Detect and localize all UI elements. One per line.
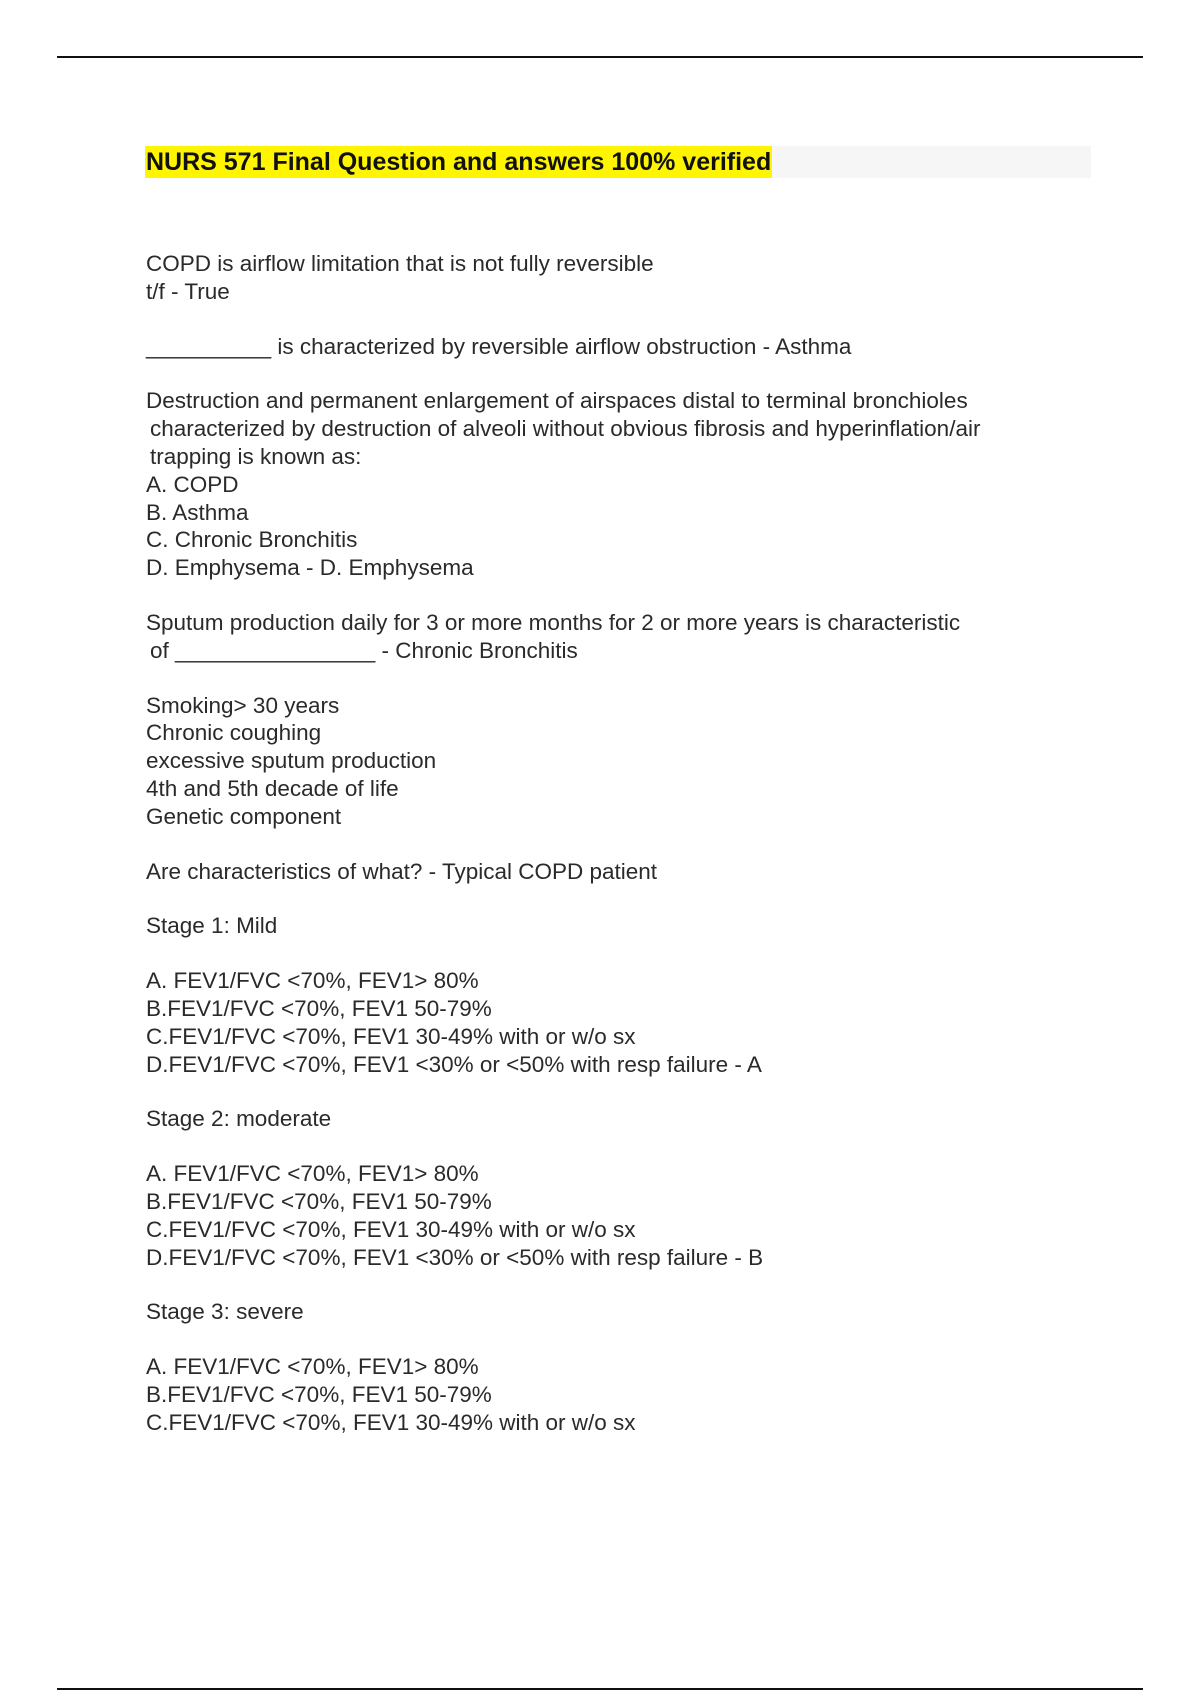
list-item: Smoking> 30 years — [146, 692, 340, 718]
answer-text: t/f - True — [146, 278, 230, 304]
list-item: Genetic component — [146, 803, 342, 829]
question-4 — [146, 609, 1086, 665]
document-title: NURS 571 Final Question and answers 100% verified — [146, 148, 772, 176]
document-body — [146, 250, 1086, 1464]
question-stem-line: characterized by destruction of alveoli without obvious fibrosis and hyperinflation/air — [150, 416, 981, 442]
option-item: D.FEV1/FVC <70%, FEV1 <30% or <50% with resp failure - B — [146, 1244, 764, 1270]
question-stem-line: Destruction and permanent enlargement of airspaces distal to terminal bronchioles — [146, 388, 968, 414]
option-item: B. Asthma — [146, 499, 249, 525]
question-2 — [146, 333, 1086, 361]
stage-heading: Stage 1: Mild — [146, 913, 278, 939]
option-item: C.FEV1/FVC <70%, FEV1 30-49% with or w/o sx — [146, 1023, 636, 1049]
option-item: B.FEV1/FVC <70%, FEV1 50-79% — [146, 1381, 492, 1407]
stage-1-options — [146, 967, 1086, 1078]
option-item: C. Chronic Bronchitis — [146, 527, 358, 553]
question-5 — [146, 692, 1086, 831]
question-text: COPD is airflow limitation that is not fully reversible — [146, 251, 654, 276]
stage-3-options — [146, 1353, 1086, 1436]
option-item: B.FEV1/FVC <70%, FEV1 50-79% — [146, 995, 492, 1021]
stage-1-heading-block — [146, 912, 1086, 940]
question-text: __________ is characterized by reversible airflow obstruction - Asthma — [146, 333, 852, 359]
list-item: Chronic coughing — [146, 720, 322, 746]
option-item: D.FEV1/FVC <70%, FEV1 <30% or <50% with resp failure - A — [146, 1051, 762, 1077]
question-1 — [146, 250, 1086, 306]
question-6 — [146, 858, 1086, 886]
option-item: C.FEV1/FVC <70%, FEV1 30-49% with or w/o sx — [146, 1216, 636, 1242]
option-item: A. COPD — [146, 471, 239, 497]
bottom-divider — [57, 1688, 1143, 1690]
option-item: B.FEV1/FVC <70%, FEV1 50-79% — [146, 1188, 492, 1214]
option-item: A. FEV1/FVC <70%, FEV1> 80% — [146, 968, 479, 994]
list-item: 4th and 5th decade of life — [146, 775, 399, 801]
option-item: D. Emphysema - D. Emphysema — [146, 555, 474, 581]
question-stem-line: trapping is known as: — [150, 443, 362, 469]
question-text: Are characteristics of what? - Typical COPD patient — [146, 858, 658, 884]
top-divider — [57, 56, 1143, 58]
stage-heading: Stage 2: moderate — [146, 1106, 332, 1132]
stage-3-heading-block — [146, 1298, 1086, 1326]
stage-heading: Stage 3: severe — [146, 1299, 304, 1325]
stage-2-options — [146, 1160, 1086, 1271]
option-item: C.FEV1/FVC <70%, FEV1 30-49% with or w/o sx — [146, 1409, 636, 1435]
question-text: of ________________ - Chronic Bronchitis — [150, 637, 578, 663]
question-text: Sputum production daily for 3 or more months for 2 or more years is characteristic — [146, 609, 961, 635]
option-item: A. FEV1/FVC <70%, FEV1> 80% — [146, 1161, 479, 1187]
option-item: A. FEV1/FVC <70%, FEV1> 80% — [146, 1354, 479, 1380]
question-3 — [146, 387, 1086, 582]
list-item: excessive sputum production — [146, 748, 437, 774]
stage-2-heading-block — [146, 1105, 1086, 1133]
